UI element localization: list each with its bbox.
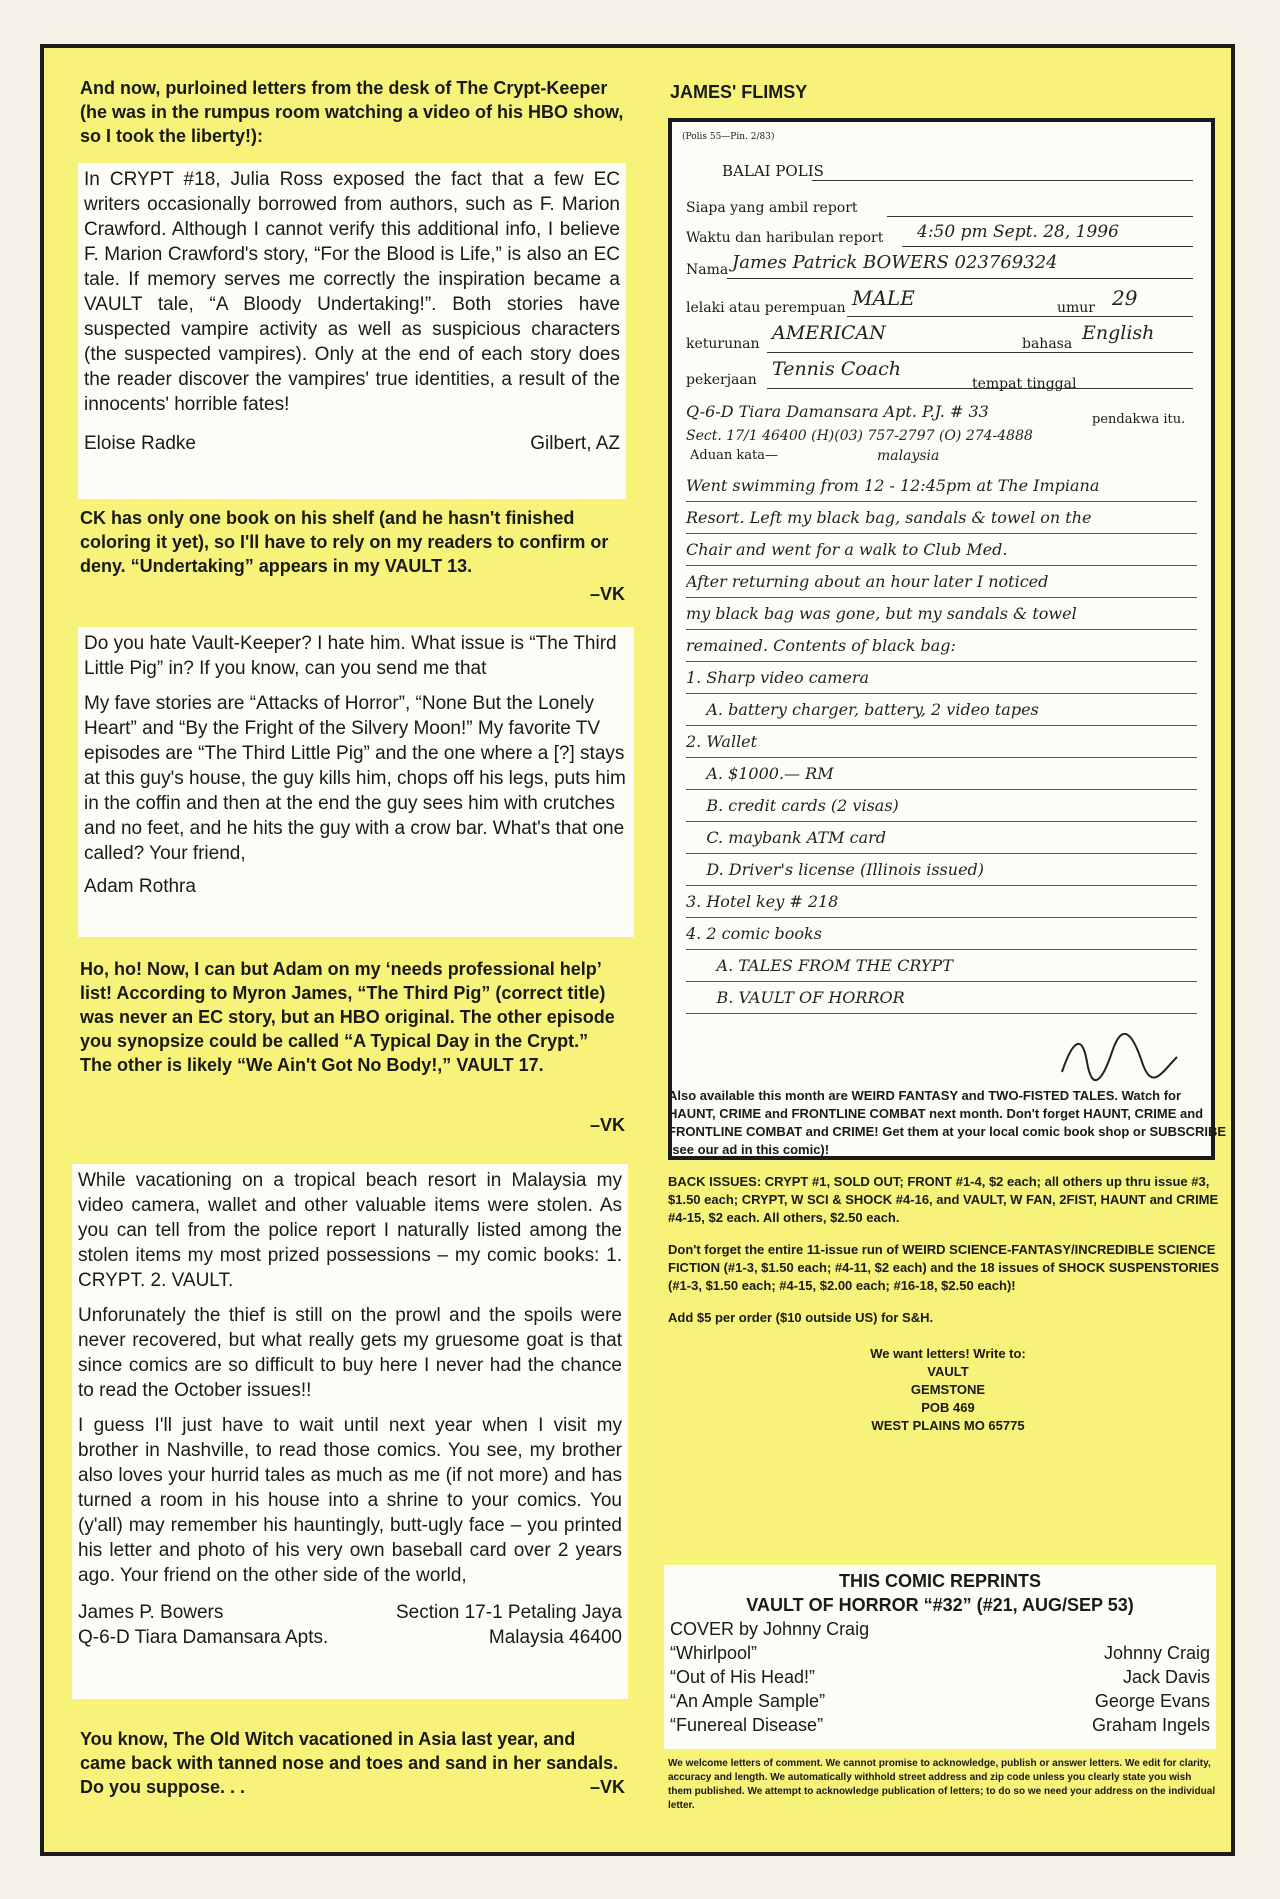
form-heading: JAMES' FLIMSY <box>670 82 808 102</box>
complaint-line: remained. Contents of black bag: <box>686 630 1197 662</box>
reprint-box <box>664 1565 1216 1749</box>
complaint-line: B. VAULT OF HORROR <box>686 982 1197 1014</box>
letter-adam-p2: My fave stories are “Attacks of Horror”, “None But the Lonely Heart” and “By the Fright of the Silvery Moon!” My favorite TV episodes are “The Third Little Pig” and the one where a [?] stays at this guy's house, the guy kills him, chops off his legs, puts him in the coffin and then at the end the guy sees him with crutches and no feet, and he hits the guy with a crow bar. What's that one called? Your friend, <box>84 693 626 864</box>
value-addr2: Sect. 17/1 46400 (H)(03) 757-2797 (O) 274-4888 <box>686 428 1033 444</box>
complaint-list <box>686 470 1197 1014</box>
also-available: Also available this month are WEIRD FANTASY and TWO-FISTED TALES. Watch for HAUNT, CRIME and FRONTLINE COMBAT next month. Don't forget HAUNT, CRIME and FRONTLINE COMBAT and CRIME! Get them at your local comic book shop or SUBSCRIBE (see our ad in this comic)! <box>668 1088 1227 1157</box>
letter-james-addr1: Section 17-1 Petaling Jaya <box>395 1602 622 1623</box>
story-artist: Johnny Craig <box>1103 1643 1210 1663</box>
address-line: VAULT <box>927 1364 969 1379</box>
reprint-title: THIS COMIC REPRINTS <box>838 1571 1041 1591</box>
reply-witch: You know, The Old Witch vacationed in Asia last year, and came back with tanned nose and toes and sand in her sandals. Do you suppose. . . <box>80 1729 619 1797</box>
complaint-line: my black bag was gone, but my sandals & towel <box>686 598 1197 630</box>
complaint-line: Chair and went for a walk to Club Med. <box>686 534 1197 566</box>
letter-eloise-body: In CRYPT #18, Julia Ross exposed the fact that a few EC writers occasionally borrowed from authors, such as F. Marion Crawford. Although I cannot verify this additional info, I believe F. Marion Crawford's story, “For the Blood is Life,” is also an EC tale. If memory serves me correctly the inspiration became a VAULT tale, “A Bloody Undertaking!”. Both stories have suspected vampire activity as well as suspicious characters (the suspected vampires). Only at the end of each story does the reader discover the vampires' true identities, a result of the innocents' horrible fates! <box>84 169 620 415</box>
back-issues: BACK ISSUES: CRYPT #1, SOLD OUT; FRONT #1-4, $2 each; all others up thru issue #3, $1.50 each; CRYPT, W SCI & SHOCK #4-16, and VAULT, W FAN, 2FIST, HAUNT and CRIME #4-15, $2 each. All others, $2.50 each. <box>668 1174 1219 1225</box>
reply-adam-sig: –VK <box>589 1115 625 1135</box>
story-row <box>670 1713 1210 1737</box>
story-row <box>670 1689 1210 1713</box>
complaint-line: Went swimming from 12 - 12:45pm at The Impiana <box>686 470 1197 502</box>
signature-scrawl <box>1052 1022 1182 1082</box>
value-lelaki: MALE <box>852 286 915 310</box>
address-line: WEST PLAINS MO 65775 <box>871 1418 1025 1433</box>
police-form <box>668 118 1215 1160</box>
mailing-address <box>668 1363 1228 1435</box>
label-pekerjaan: pekerjaan <box>686 372 757 388</box>
letter-adam <box>78 627 634 937</box>
reply-ck-sig: –VK <box>589 584 625 604</box>
letter-eloise-place: Gilbert, AZ <box>530 433 620 454</box>
letter-james-name: James P. Bowers <box>78 1602 224 1623</box>
value-keturunan: AMERICAN <box>772 322 886 344</box>
label-bahasa: bahasa <box>1022 336 1073 352</box>
address-line: POB 469 <box>921 1400 975 1415</box>
fine-print: We welcome letters of comment. We cannot promise to acknowledge, publish or answer letters. We edit for clarity, accuracy and length. We automatically withhold street address and zip code unless you clearly state you wish them published. We attempt to acknowledge publication of letters; to do so we need your address on the individual letter. <box>668 1758 1216 1811</box>
complaint-line: 4. 2 comic books <box>686 918 1197 950</box>
form-title: BALAI POLIS <box>722 162 824 180</box>
dont-forget: Don't forget the entire 11-issue run of WEIRD SCIENCE-FANTASY/INCREDIBLE SCIENCE FICTION (#1-3, $1.50 each; #4-11, $2 each) and the 18 issues of SHOCK SUSPENSTORIES (#1-3, $1.50 each; #4-15, $2.00 each; #16-18, $2.50 each)! <box>668 1242 1220 1293</box>
letter-james-p1: While vacationing on a tropical beach resort in Malaysia my video camera, wallet and other valuable items were stolen. As you can tell from the police report I naturally listed among the stolen items my most prized possessions – my comic books: 1. CRYPT. 2. VAULT. <box>78 1170 622 1291</box>
complaint-line: 2. Wallet <box>686 726 1197 758</box>
letter-eloise <box>78 163 626 499</box>
label-pendakwa: pendakwa itu. <box>1092 412 1186 427</box>
label-waktu: Waktu dan haribulan report <box>686 230 884 246</box>
label-keturunan: keturunan <box>686 336 760 352</box>
value-umur: 29 <box>1112 286 1138 310</box>
value-bahasa: English <box>1082 322 1155 344</box>
label-siapa: Siapa yang ambil report <box>686 200 858 216</box>
reprint-subtitle: VAULT OF HORROR “#32” (#21, AUG/SEP 53) <box>746 1595 1134 1615</box>
story-artist: George Evans <box>1094 1691 1210 1711</box>
story-title: “An Ample Sample” <box>670 1691 826 1711</box>
story-row <box>670 1641 1210 1665</box>
label-umur: umur <box>1057 300 1096 316</box>
story-title: “Out of His Head!” <box>670 1667 816 1687</box>
letter-adam-name: Adam Rothra <box>84 876 196 897</box>
label-nama: Nama <box>686 262 729 278</box>
right-notes <box>668 1087 1228 1435</box>
letter-james <box>72 1164 628 1699</box>
complaint-line: A. $1000.— RM <box>686 758 1197 790</box>
complaint-line: B. credit cards (2 visas) <box>686 790 1197 822</box>
letter-james-addr2: Malaysia 46400 <box>488 1627 622 1648</box>
reprint-stories <box>664 1641 1216 1737</box>
complaint-line: A. battery charger, battery, 2 video tapes <box>686 694 1197 726</box>
complaint-line: Resort. Left my black bag, sandals & towel on the <box>686 502 1197 534</box>
label-tempat: tempat tinggal <box>972 376 1077 392</box>
story-title: “Funereal Disease” <box>670 1715 824 1735</box>
value-pekerjaan: Tennis Coach <box>772 358 901 380</box>
want-letters: We want letters! Write to: <box>870 1346 1026 1361</box>
value-nama: James Patrick BOWERS 023769324 <box>732 252 1058 273</box>
letter-james-p3: I guess I'll just have to wait until next year when I visit my brother in Nashville, to read those comics. You see, my brother also loves your hurrid tales as much as me (if not more) and has turned a room in his house into a shrine to your comics. You (y'all) may remember his hauntingly, butt-ugly face – you printed his letter and photo of his very own baseball card over 2 years ago. Your friend on the other side of the world, <box>78 1415 622 1586</box>
reprint-cover: COVER by Johnny Craig <box>670 1619 870 1639</box>
letter-james-apt: Q-6-D Tiara Damansara Apts. <box>78 1627 329 1648</box>
story-artist: Graham Ingels <box>1091 1715 1210 1735</box>
complaint-line: D. Driver's license (Illinois issued) <box>686 854 1197 886</box>
value-addr1: Q-6-D Tiara Damansara Apt. P.J. # 33 <box>686 402 989 421</box>
letter-james-p2: Unforunately the thief is still on the prowl and the spoils were never recovered, but what really gets my gruesome goat is that since comics are so difficult to buy here I never had the chance to read the October issues!! <box>78 1305 622 1401</box>
story-artist: Jack Davis <box>1122 1667 1210 1687</box>
value-waktu: 4:50 pm Sept. 28, 1996 <box>917 222 1119 242</box>
shipping-note: Add $5 per order ($10 outside US) for S&H. <box>668 1310 934 1325</box>
reply-adam: Ho, ho! Now, I can but Adam on my ‘needs professional help’ list! According to Myron James, “The Third Pig” (correct title) was never an EC story, but an HBO original. The other episode you synopsize could be called “A Typical Day in the Crypt.” The other is likely “We Ain't Got No Body!,” VAULT 17. <box>80 959 615 1075</box>
value-malaysia: malaysia <box>877 448 940 464</box>
story-row <box>670 1665 1210 1689</box>
label-lelaki: lelaki atau perempuan <box>686 300 846 316</box>
complaint-line: 3. Hotel key # 218 <box>686 886 1197 918</box>
complaint-line: A. TALES FROM THE CRYPT <box>686 950 1197 982</box>
complaint-line: C. maybank ATM card <box>686 822 1197 854</box>
reply-witch-sig: –VK <box>589 1777 625 1797</box>
form-small: (Polis 55—Pin. 2/83) <box>682 132 775 142</box>
address-line: GEMSTONE <box>910 1382 986 1397</box>
complaint-line: 1. Sharp video camera <box>686 662 1197 694</box>
reply-ck: CK has only one book on his shelf (and he hasn't finished coloring it yet), so I'll have to rely on my readers to confirm or deny. “Undertaking” appears in my VAULT 13. <box>80 508 609 576</box>
letter-eloise-name: Eloise Radke <box>84 433 196 454</box>
label-aduan: Aduan kata— <box>690 448 778 463</box>
letter-adam-p1: Do you hate Vault-Keeper? I hate him. What issue is “The Third Little Pig” in? If you know, can you send me that <box>84 633 617 679</box>
intro-text: And now, purloined letters from the desk of The Crypt-Keeper (he was in the rumpus room watching a video of his HBO show, so I took the liberty!): <box>80 78 624 146</box>
complaint-line: After returning about an hour later I noticed <box>686 566 1197 598</box>
story-title: “Whirlpool” <box>670 1643 758 1663</box>
